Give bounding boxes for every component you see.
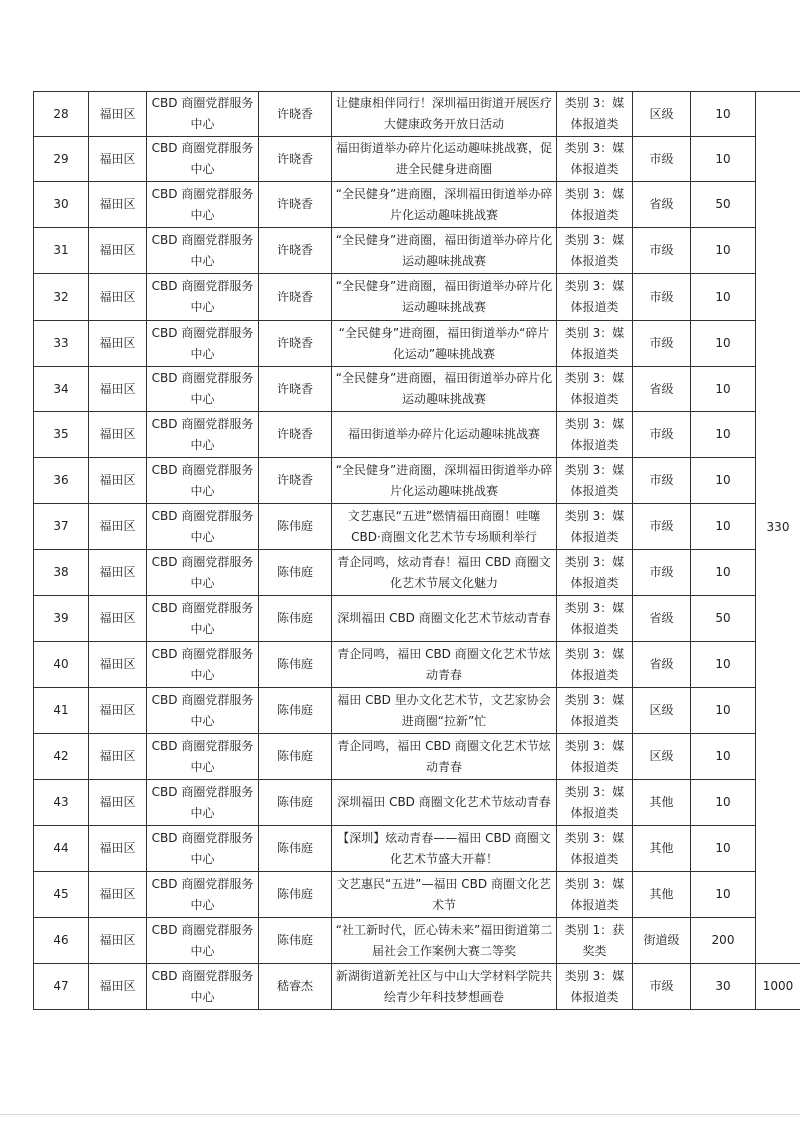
cell-score: 50 [691,596,756,642]
table-row [34,458,800,504]
cell-district: 福田区 [89,367,147,412]
cell-score: 10 [691,826,756,872]
table-row [34,872,800,918]
cell-unit: CBD 商圈党群服务中心 [147,92,259,137]
cell-category: 类别 3：媒体报道类 [557,734,633,780]
cell-person: 陈伟庭 [259,780,332,826]
cell-level: 市级 [633,550,691,596]
cell-district: 福田区 [89,182,147,228]
cell-level: 区级 [633,688,691,734]
cell-district: 福田区 [89,321,147,367]
cell-number: 40 [34,642,89,688]
cell-title: “全民健身”进商圈，深圳福田街道举办碎片化运动趣味挑战赛 [332,458,557,504]
table-row [34,321,800,367]
cell-category: 类别 3：媒体报道类 [557,367,633,412]
cell-unit: CBD 商圈党群服务中心 [147,504,259,550]
cell-score: 10 [691,734,756,780]
cell-title: 福田街道举办碎片化运动趣味挑战赛 [332,412,557,458]
cell-person: 许晓香 [259,182,332,228]
cell-category: 类别 1：获奖类 [557,918,633,964]
cell-unit: CBD 商圈党群服务中心 [147,918,259,964]
cell-level: 街道级 [633,918,691,964]
cell-score: 10 [691,92,756,137]
cell-level: 区级 [633,734,691,780]
cell-category: 类别 3：媒体报道类 [557,596,633,642]
cell-unit: CBD 商圈党群服务中心 [147,550,259,596]
cell-unit: CBD 商圈党群服务中心 [147,182,259,228]
cell-district: 福田区 [89,137,147,182]
cell-person: 陈伟庭 [259,734,332,780]
cell-title: 青企同鸣，福田 CBD 商圈文化艺术节炫动青春 [332,642,557,688]
cell-number: 32 [34,274,89,321]
cell-unit: CBD 商圈党群服务中心 [147,596,259,642]
cell-person: 许晓香 [259,458,332,504]
cell-person: 嵇睿杰 [259,964,332,1010]
cell-district: 福田区 [89,734,147,780]
cell-person: 陈伟庭 [259,688,332,734]
cell-title: 青企同鸣，福田 CBD 商圈文化艺术节炫动青春 [332,734,557,780]
cell-level: 区级 [633,92,691,137]
cell-number: 33 [34,321,89,367]
cell-person: 陈伟庭 [259,872,332,918]
table-row [34,964,800,1010]
cell-level: 市级 [633,458,691,504]
cell-number: 38 [34,550,89,596]
cell-category: 类别 3：媒体报道类 [557,274,633,321]
cell-category: 类别 3：媒体报道类 [557,458,633,504]
cell-score: 10 [691,872,756,918]
cell-level: 省级 [633,642,691,688]
cell-category: 类别 3：媒体报道类 [557,321,633,367]
cell-unit: CBD 商圈党群服务中心 [147,412,259,458]
cell-score: 10 [691,550,756,596]
cell-district: 福田区 [89,872,147,918]
cell-level: 省级 [633,367,691,412]
cell-district: 福田区 [89,504,147,550]
cell-title: 文艺惠民“五进”燃情福田商圈！哇噻 CBD·商圈文化艺术节专场顺利举行 [332,504,557,550]
cell-score: 10 [691,321,756,367]
cell-category: 类别 3：媒体报道类 [557,182,633,228]
table-row [34,504,800,550]
cell-person: 许晓香 [259,367,332,412]
cell-category: 类别 3：媒体报道类 [557,228,633,274]
cell-score: 50 [691,182,756,228]
cell-number: 39 [34,596,89,642]
cell-person: 陈伟庭 [259,642,332,688]
records-table [33,91,800,1010]
cell-person: 许晓香 [259,92,332,137]
cell-district: 福田区 [89,92,147,137]
cell-unit: CBD 商圈党群服务中心 [147,458,259,504]
cell-person: 许晓香 [259,412,332,458]
cell-score: 10 [691,642,756,688]
cell-unit: CBD 商圈党群服务中心 [147,964,259,1010]
table-row [34,412,800,458]
cell-unit: CBD 商圈党群服务中心 [147,228,259,274]
table-row [34,688,800,734]
cell-group-total: 1000 [756,964,800,1010]
cell-level: 市级 [633,137,691,182]
table-row [34,642,800,688]
cell-level: 市级 [633,274,691,321]
cell-number: 37 [34,504,89,550]
table-row [34,274,800,321]
cell-category: 类别 3：媒体报道类 [557,137,633,182]
cell-score: 10 [691,458,756,504]
cell-group-total: 330 [756,92,800,964]
cell-person: 许晓香 [259,137,332,182]
cell-number: 42 [34,734,89,780]
cell-category: 类别 3：媒体报道类 [557,642,633,688]
cell-district: 福田区 [89,780,147,826]
cell-title: “全民健身”进商圈，福田街道举办碎片化运动趣味挑战赛 [332,228,557,274]
cell-person: 陈伟庭 [259,504,332,550]
cell-district: 福田区 [89,228,147,274]
cell-number: 36 [34,458,89,504]
cell-level: 省级 [633,596,691,642]
cell-title: 福田 CBD 里办文化艺术节，文艺家协会进商圈“拉新”忙 [332,688,557,734]
cell-number: 34 [34,367,89,412]
cell-number: 30 [34,182,89,228]
cell-level: 市级 [633,228,691,274]
cell-district: 福田区 [89,826,147,872]
table-row [34,137,800,182]
cell-title: 让健康相伴同行！深圳福田街道开展医疗大健康政务开放日活动 [332,92,557,137]
cell-category: 类别 3：媒体报道类 [557,412,633,458]
cell-district: 福田区 [89,550,147,596]
cell-level: 其他 [633,872,691,918]
cell-person: 陈伟庭 [259,550,332,596]
cell-number: 29 [34,137,89,182]
cell-title: 福田街道举办碎片化运动趣味挑战赛，促进全民健身进商圈 [332,137,557,182]
cell-score: 30 [691,964,756,1010]
cell-unit: CBD 商圈党群服务中心 [147,780,259,826]
cell-level: 其他 [633,780,691,826]
cell-level: 市级 [633,504,691,550]
cell-title: 【深圳】炫动青春——福田 CBD 商圈文化艺术节盛大开幕！ [332,826,557,872]
cell-district: 福田区 [89,688,147,734]
cell-score: 10 [691,412,756,458]
cell-unit: CBD 商圈党群服务中心 [147,367,259,412]
cell-number: 47 [34,964,89,1010]
cell-category: 类别 3：媒体报道类 [557,780,633,826]
cell-title: “全民健身”进商圈，福田街道举办“碎片化运动”趣味挑战赛 [332,321,557,367]
cell-score: 10 [691,137,756,182]
cell-title: 新湖街道新羌社区与中山大学材料学院共绘青少年科技梦想画卷 [332,964,557,1010]
cell-category: 类别 3：媒体报道类 [557,964,633,1010]
cell-number: 31 [34,228,89,274]
cell-score: 200 [691,918,756,964]
cell-number: 44 [34,826,89,872]
table-row [34,780,800,826]
cell-title: 文艺惠民“五进”—福田 CBD 商圈文化艺术节 [332,872,557,918]
cell-category: 类别 3：媒体报道类 [557,872,633,918]
cell-district: 福田区 [89,596,147,642]
cell-district: 福田区 [89,412,147,458]
cell-title: “全民健身”进商圈，福田街道举办碎片化运动趣味挑战赛 [332,274,557,321]
cell-unit: CBD 商圈党群服务中心 [147,872,259,918]
cell-person: 许晓香 [259,274,332,321]
cell-unit: CBD 商圈党群服务中心 [147,274,259,321]
cell-number: 41 [34,688,89,734]
cell-title: “社工新时代，匠心铸未来”福田街道第二届社会工作案例大赛二等奖 [332,918,557,964]
table-row [34,92,800,137]
cell-title: “全民健身”进商圈，深圳福田街道举办碎片化运动趣味挑战赛 [332,182,557,228]
cell-level: 省级 [633,182,691,228]
cell-title: “全民健身”进商圈，福田街道举办碎片化运动趣味挑战赛 [332,367,557,412]
table-row [34,826,800,872]
page-footer-rule [0,1114,800,1115]
cell-unit: CBD 商圈党群服务中心 [147,642,259,688]
cell-title: 深圳福田 CBD 商圈文化艺术节炫动青春 [332,780,557,826]
table-row [34,228,800,274]
cell-level: 市级 [633,964,691,1010]
cell-title: 深圳福田 CBD 商圈文化艺术节炫动青春 [332,596,557,642]
cell-number: 43 [34,780,89,826]
cell-score: 10 [691,228,756,274]
cell-unit: CBD 商圈党群服务中心 [147,826,259,872]
cell-district: 福田区 [89,274,147,321]
cell-level: 其他 [633,826,691,872]
cell-number: 46 [34,918,89,964]
table-row [34,367,800,412]
cell-score: 10 [691,274,756,321]
cell-unit: CBD 商圈党群服务中心 [147,734,259,780]
cell-person: 陈伟庭 [259,918,332,964]
cell-category: 类别 3：媒体报道类 [557,688,633,734]
cell-person: 许晓香 [259,321,332,367]
cell-title: 青企同鸣，炫动青春！福田 CBD 商圈文化艺术节展文化魅力 [332,550,557,596]
cell-number: 28 [34,92,89,137]
cell-district: 福田区 [89,964,147,1010]
cell-person: 许晓香 [259,228,332,274]
cell-number: 35 [34,412,89,458]
cell-category: 类别 3：媒体报道类 [557,826,633,872]
table-row [34,182,800,228]
cell-level: 市级 [633,412,691,458]
cell-district: 福田区 [89,642,147,688]
cell-number: 45 [34,872,89,918]
table-row [34,550,800,596]
cell-person: 陈伟庭 [259,826,332,872]
cell-category: 类别 3：媒体报道类 [557,504,633,550]
table-row [34,918,800,964]
cell-person: 陈伟庭 [259,596,332,642]
cell-level: 市级 [633,321,691,367]
cell-unit: CBD 商圈党群服务中心 [147,688,259,734]
cell-score: 10 [691,780,756,826]
cell-district: 福田区 [89,918,147,964]
table-row [34,734,800,780]
cell-score: 10 [691,504,756,550]
cell-category: 类别 3：媒体报道类 [557,550,633,596]
cell-score: 10 [691,367,756,412]
cell-district: 福田区 [89,458,147,504]
cell-unit: CBD 商圈党群服务中心 [147,321,259,367]
cell-score: 10 [691,688,756,734]
table-row [34,596,800,642]
cell-unit: CBD 商圈党群服务中心 [147,137,259,182]
cell-category: 类别 3：媒体报道类 [557,92,633,137]
